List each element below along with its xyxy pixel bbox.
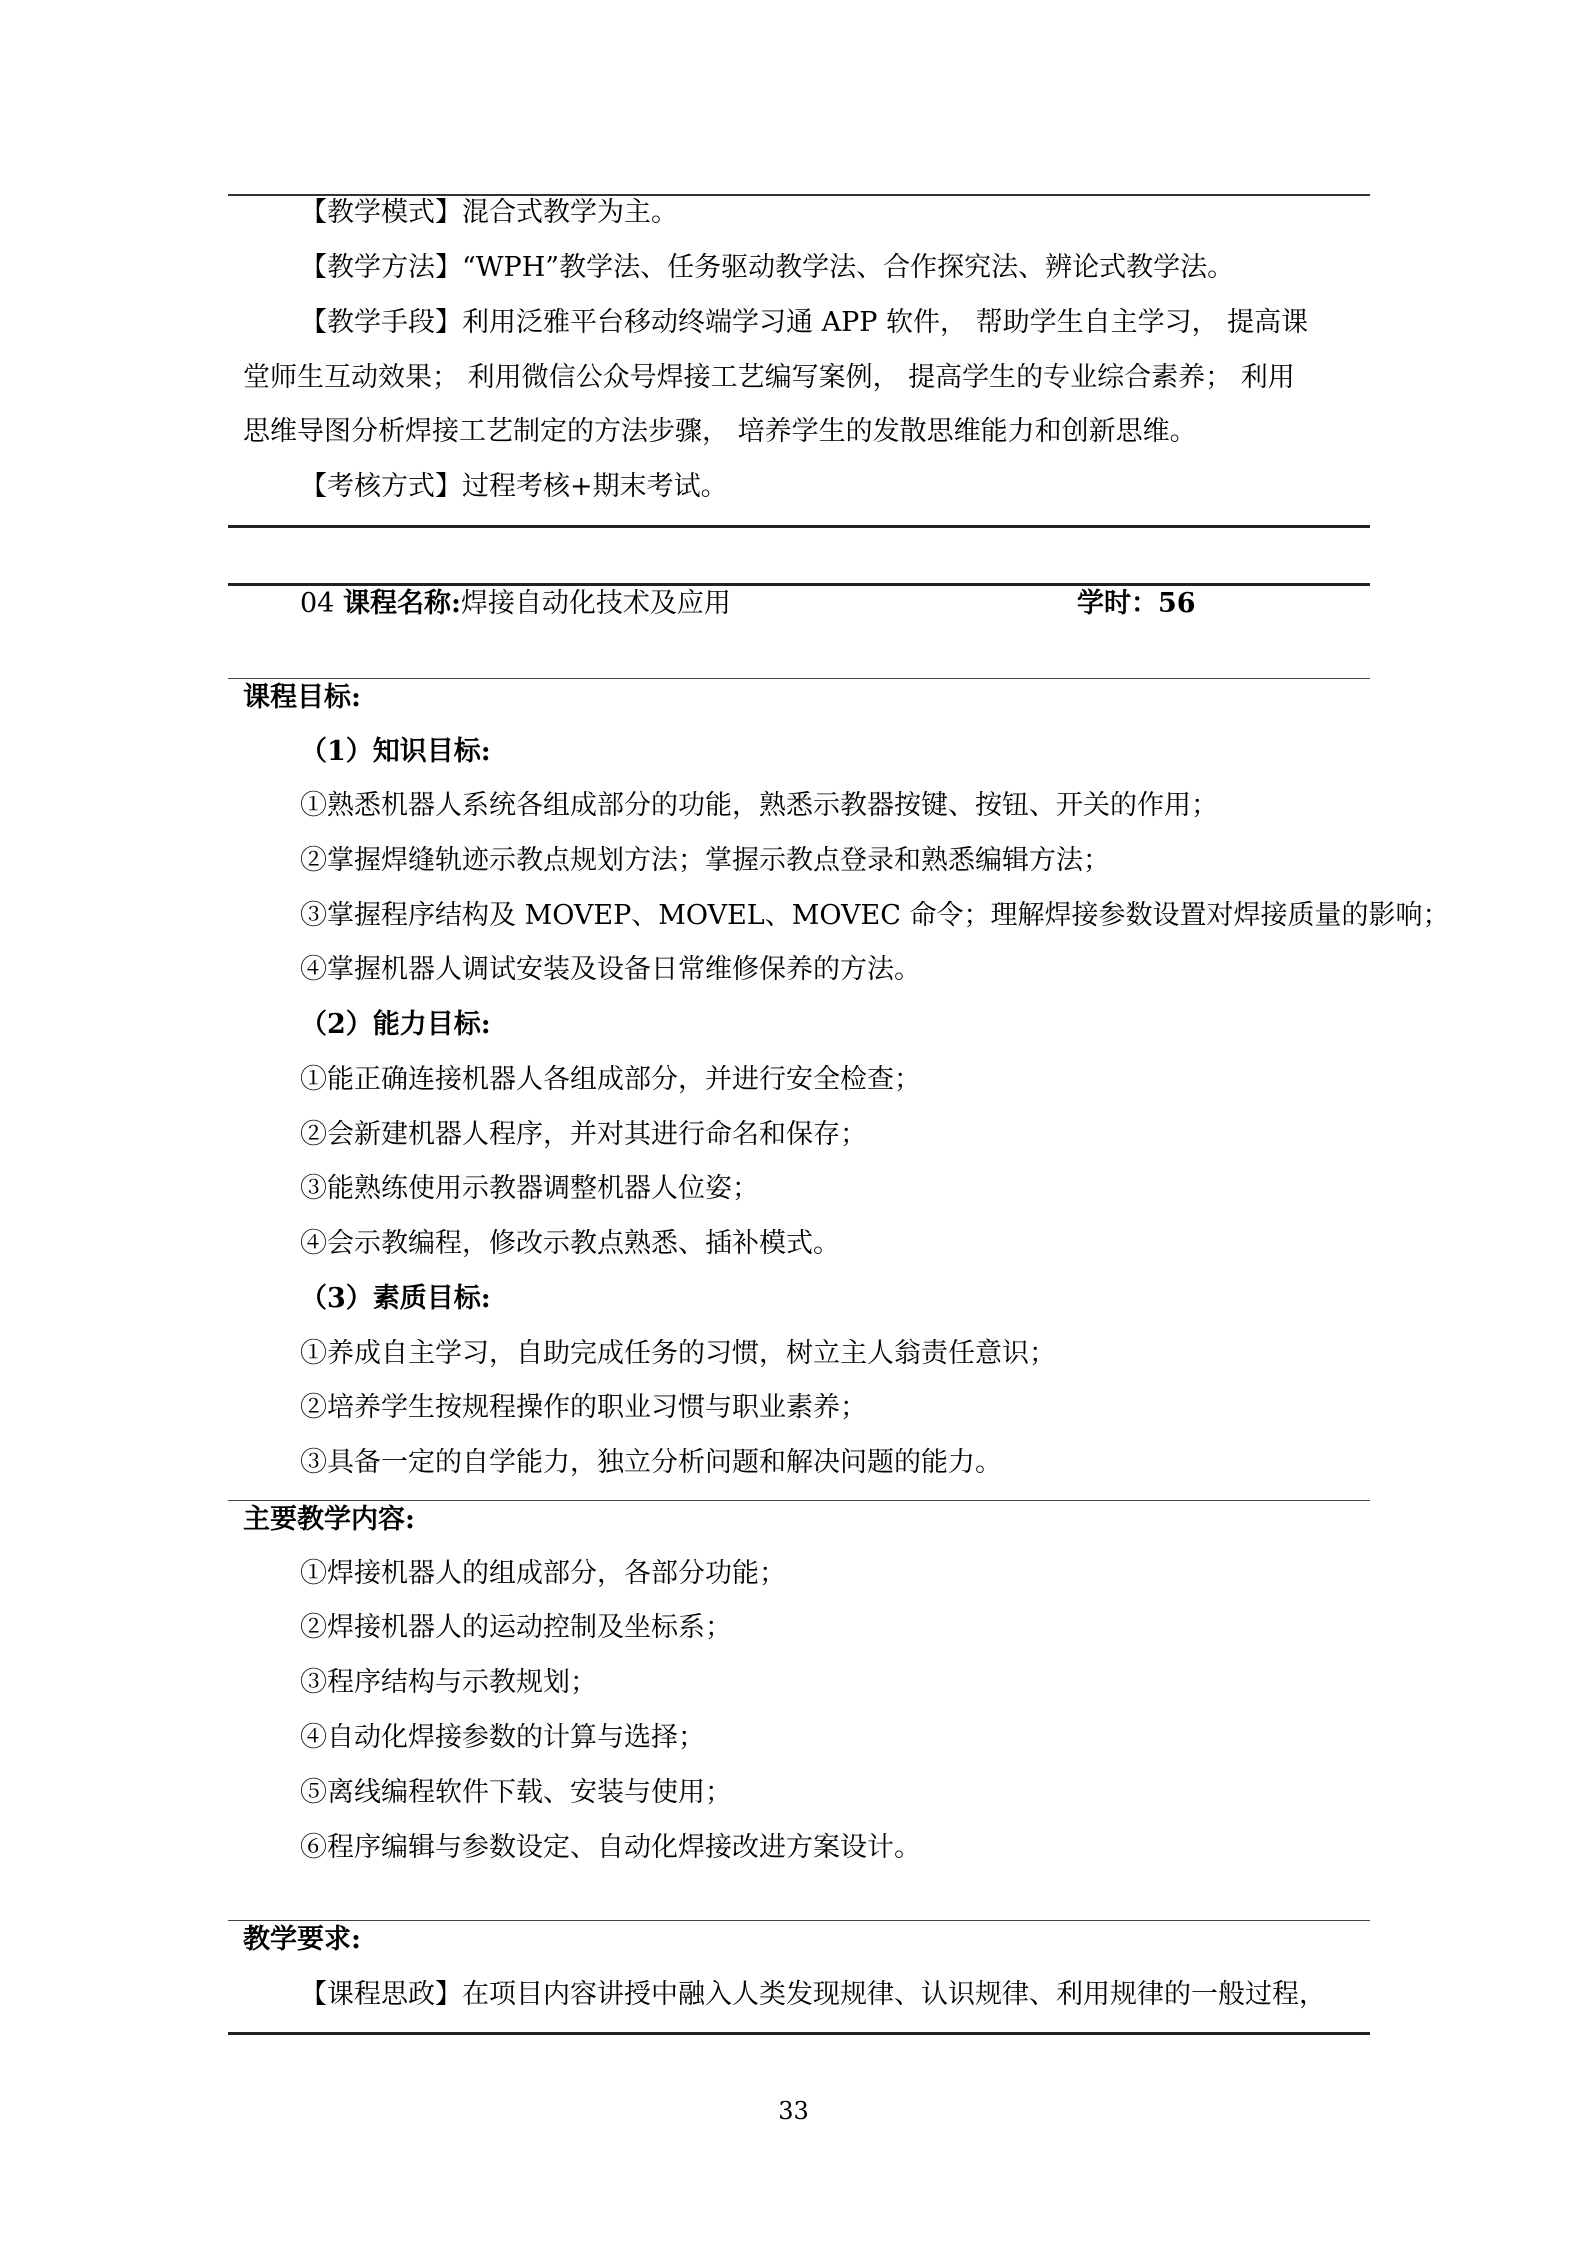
teaching-method: 【教学方法】“WPH”教学法、任务驱动教学法、合作探究法、辨论式教学法。: [300, 252, 1235, 283]
course-header-rule: [228, 678, 1370, 679]
ability-item: ②会新建机器人程序，并对其进行命名和保存；: [300, 1119, 867, 1150]
ability-item: ③能熟练使用示教器调整机器人位姿；: [300, 1173, 759, 1204]
content-item: ②焊接机器人的运动控制及坐标系；: [300, 1612, 732, 1643]
requirements-heading: 教学要求:: [243, 1924, 361, 1955]
content-item: ④自动化焊接参数的计算与选择；: [300, 1722, 705, 1753]
bottom-rule: [228, 2032, 1370, 2035]
course-name: 焊接自动化技术及应用: [460, 588, 731, 619]
content-heading: 主要教学内容:: [243, 1504, 415, 1535]
ideology-line: 【课程思政】在项目内容讲授中融入人类发现规律、认识规律、利用规律的一般过程，: [300, 1979, 1326, 2010]
quality-item: ①养成自主学习，自助完成任务的习惯，树立主人翁责任意识；: [300, 1338, 1056, 1369]
content-item: ⑤离线编程软件下载、安装与使用；: [300, 1777, 732, 1808]
knowledge-item: ②掌握焊缝轨迹示教点规划方法；掌握示教点登录和熟悉编辑方法；: [300, 845, 1110, 876]
quality-title: （3）素质目标:: [300, 1283, 491, 1314]
content-item: ①焊接机器人的组成部分，各部分功能；: [300, 1558, 786, 1589]
teaching-mode: 【教学模式】混合式教学为主。: [300, 197, 678, 228]
teaching-means-3: 思维导图分析焊接工艺制定的方法步骤， 培养学生的发散思维能力和创新思维。: [243, 416, 1197, 447]
quality-item: ③具备一定的自学能力，独立分析问题和解决问题的能力。: [300, 1447, 1002, 1478]
objectives-bottom-rule: [228, 1500, 1370, 1501]
knowledge-item: ③掌握程序结构及 MOVEP、MOVEL、MOVEC 命令；理解焊接参数设置对焊接质量的影响；: [300, 900, 1450, 931]
ability-item: ①能正确连接机器人各组成部分，并进行安全检查；: [300, 1064, 921, 1095]
content-item: ⑥程序编辑与参数设定、自动化焊接改进方案设计。: [300, 1832, 921, 1863]
hours-label: 学时：: [1077, 588, 1158, 619]
knowledge-item: ①熟悉机器人系统各组成部分的功能，熟悉示教器按键、按钮、开关的作用；: [300, 790, 1218, 821]
content-item: ③程序结构与示教规划；: [300, 1667, 597, 1698]
quality-item: ②培养学生按规程操作的职业习惯与职业素养；: [300, 1392, 867, 1423]
knowledge-title: （1）知识目标:: [300, 736, 491, 767]
knowledge-item: ④掌握机器人调试安装及设备日常维修保养的方法。: [300, 954, 921, 985]
course-name-label: 课程名称:: [342, 588, 461, 619]
hours-value: 56: [1158, 588, 1196, 619]
course-title: [300, 586, 731, 622]
content-bottom-rule: [228, 1920, 1370, 1921]
teaching-means-1: 【教学手段】利用泛雅平台移动终端学习通 APP 软件， 帮助学生自主学习， 提高课: [300, 307, 1309, 338]
top-block-bottom-rule: [228, 525, 1370, 528]
course-hours: [1077, 586, 1196, 622]
teaching-means-2: 堂师生互动效果； 利用微信公众号焊接工艺编写案例， 提高学生的专业综合素养； 利用: [243, 362, 1295, 393]
objectives-heading: 课程目标:: [243, 682, 361, 713]
page-number: 33: [778, 2097, 809, 2125]
assessment-method: 【考核方式】过程考核+期末考试。: [300, 471, 728, 502]
ability-item: ④会示教编程，修改示教点熟悉、插补模式。: [300, 1228, 840, 1259]
course-number: 04: [300, 588, 335, 619]
ability-title: （2）能力目标:: [300, 1009, 491, 1040]
